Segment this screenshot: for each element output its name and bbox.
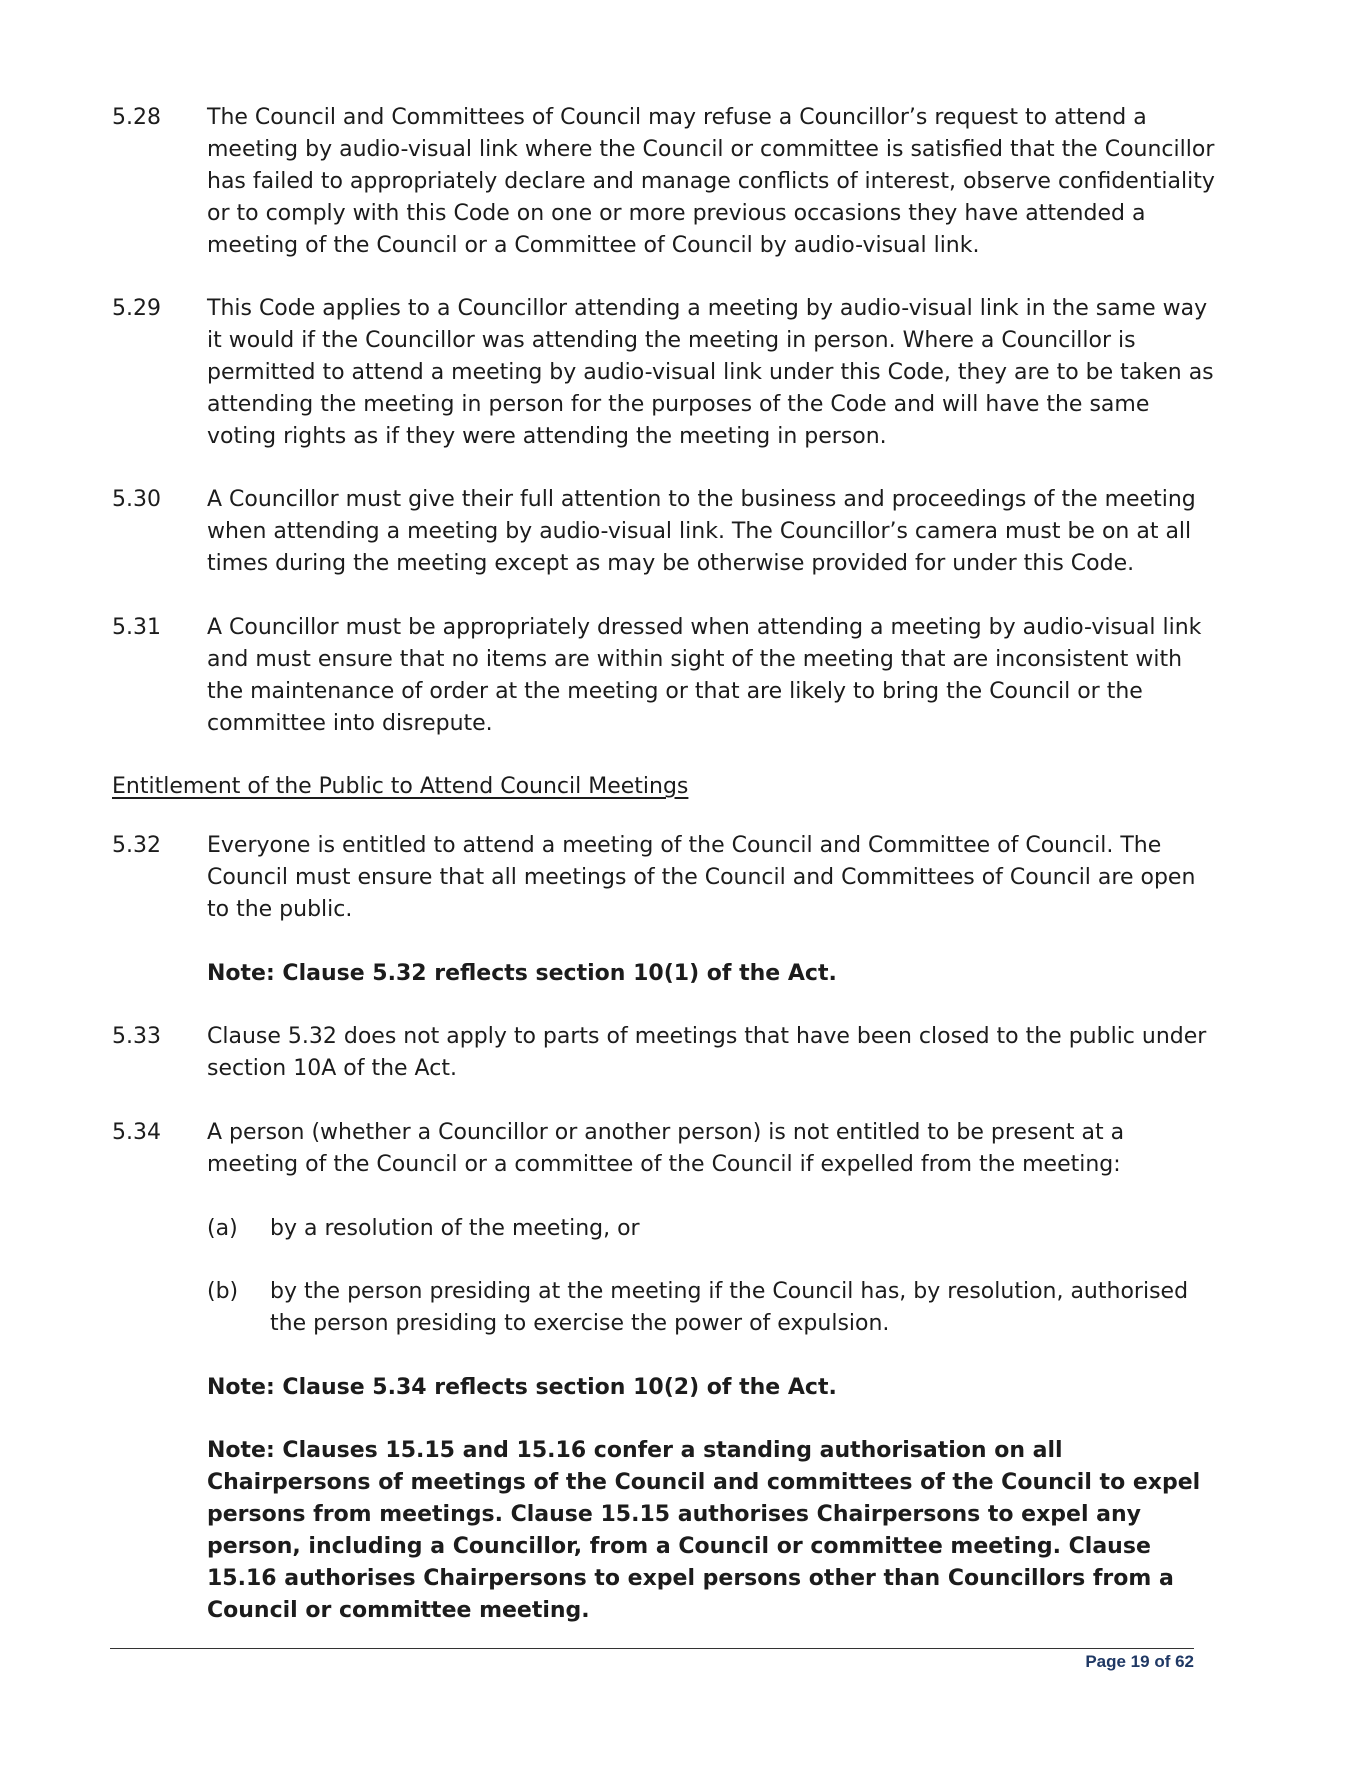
- note-chairperson-expulsion: Note: Clauses 15.15 and 15.16 confer a standing authorisation on all Chairpersons of meetings of the Council and committees of the Council to expel persons from meetings. Clause 15.15 authorises Chairpersons to expel any person, including a Councillor, from a Council or committee meeting. Clause 15.16 authorises Chairpersons to expel persons other than Councillors from a Council or committee meeting.: [207, 1438, 1201, 1623]
- clause-number: 5.28: [112, 105, 161, 130]
- list-item-label: (b): [207, 1279, 239, 1304]
- clause-number: 5.33: [112, 1024, 161, 1049]
- section-heading: Entitlement of the Public to Attend Council Meetings: [112, 774, 689, 799]
- note-5-32: Note: Clause 5.32 reflects section 10(1) of the Act.: [207, 961, 837, 986]
- list-item-text: by the person presiding at the meeting if the Council has, by resolution, authorised the person presiding to exercise the power of expulsion.: [270, 1279, 1189, 1336]
- clause-text: A person (whether a Councillor or another person) is not entitled to be present at a meeting of the Council or a committee of the Council if expelled from the meeting:: [207, 1120, 1125, 1177]
- clause-text: A Councillor must give their full attention to the business and proceedings of the meeting when attending a meeting by audio-visual link. The Councillor’s camera must be on at all times during the meeting except as may be otherwise provided for under this Code.: [207, 487, 1196, 576]
- list-item-text: by a resolution of the meeting, or: [270, 1216, 640, 1241]
- clause-number: 5.32: [112, 833, 161, 858]
- clause-text: The Council and Committees of Council may refuse a Councillor’s request to attend a meeting by audio-visual link where the Council or committee is satisfied that the Councillor has failed to appropriately declare and manage conflicts of interest, observe confidentiality or to comply with this Code on one or more previous occasions they have attended a meeting of the Council or a Committee of Council by audio-visual link.: [207, 105, 1215, 258]
- list-item-label: (a): [207, 1216, 238, 1241]
- clause-text: Clause 5.32 does not apply to parts of meetings that have been closed to the public under section 10A of the Act.: [207, 1024, 1207, 1081]
- clause-text: A Councillor must be appropriately dressed when attending a meeting by audio-visual link and must ensure that no items are within sight of the meeting that are inconsistent with the maintenance of order at the meeting or that are likely to bring the Council or the committee into disrepute.: [207, 615, 1202, 736]
- clause-text: Everyone is entitled to attend a meeting of the Council and Committee of Council. The Council must ensure that all meetings of the Council and Committees of Council are open to the public.: [207, 833, 1196, 922]
- footer-divider: [110, 1648, 1194, 1649]
- clause-number: 5.31: [112, 615, 161, 640]
- page-number: Page 19 of 62: [1085, 1652, 1194, 1671]
- clause-text: This Code applies to a Councillor attending a meeting by audio-visual link in the same way it would if the Councillor was attending the meeting in person. Where a Councillor is permitted to attend a meeting by audio-visual link under this Code, they are to be taken as attending the meeting in person for the purposes of the Code and will have the same voting rights as if they were attending the meeting in person.: [207, 296, 1214, 449]
- clause-number: 5.29: [112, 296, 161, 321]
- clause-number: 5.30: [112, 487, 161, 512]
- note-5-34: Note: Clause 5.34 reflects section 10(2) of the Act.: [207, 1375, 837, 1400]
- clause-number: 5.34: [112, 1120, 161, 1145]
